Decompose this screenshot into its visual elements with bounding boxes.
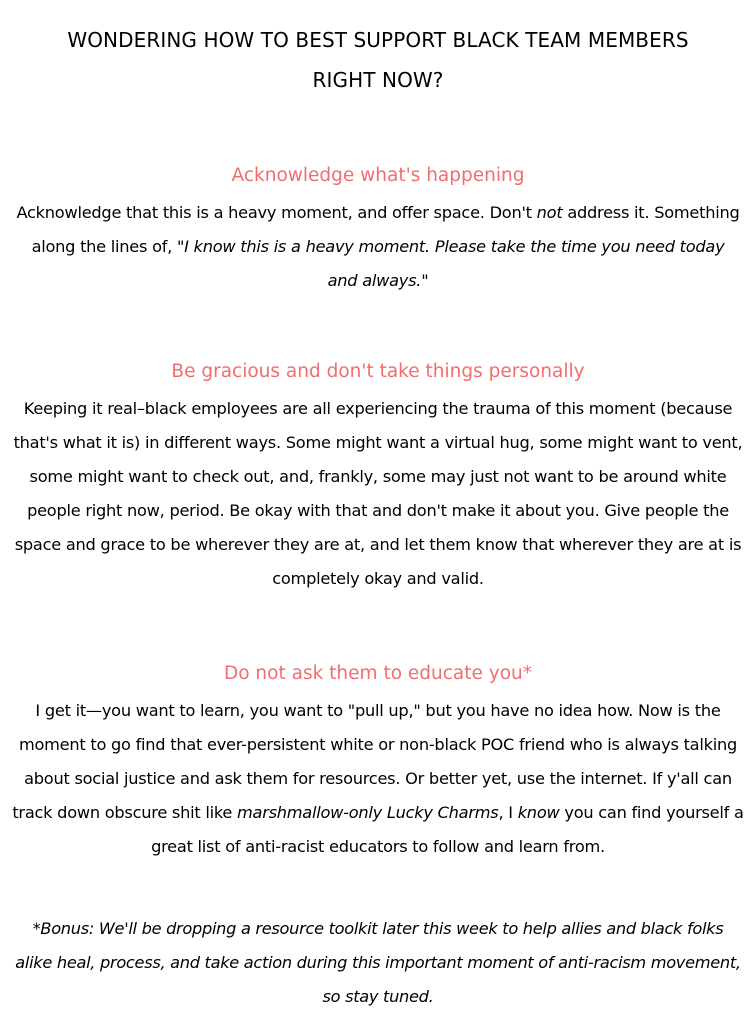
educate-emphasis-know: know	[517, 803, 560, 822]
educate-text-a: I get it—you want to learn, you want to "pull up," but you have no idea how. Now is the moment to go find that ever-persistent white or non-black POC friend who is always talking about social justice and ask them for resources. Or better yet, use the internet. If y'all can track down obscure shit like	[12, 701, 738, 822]
page-title-line-2: RIGHT NOW?	[312, 68, 444, 92]
page-title-line-1: WONDERING HOW TO BEST SUPPORT BLACK TEAM MEMBERS	[67, 28, 689, 52]
section-heading-gracious: Be gracious and don't take things personally	[171, 361, 585, 382]
acknowledge-text-b: address it. Something along the lines of,	[31, 203, 740, 256]
page-title	[10, 20, 746, 100]
acknowledge-emphasis-not: not	[536, 203, 563, 222]
educate-text-c: you can find yourself a great list of anti-racist educators to follow and learn from.	[151, 803, 744, 856]
section-body-gracious: Keeping it real–black employees are all experiencing the trauma of this moment (because that's what it is) in different ways. Some might want a virtual hug, some might want to vent, some might want to check out, and, frankly, some may just not want to be around white people right now, period. Be okay with that and don't make it about you. Give people the space and grace to be wherever they are at, and let them know that wherever they are at is completely okay and valid.	[13, 399, 743, 588]
educate-text-b: , I	[498, 803, 518, 822]
section-body-acknowledge	[16, 196, 740, 298]
bonus-note: *Bonus: We'll be dropping a resource toolkit later this week to help allies and black folks alike heal, process, and take action during this important moment of anti-racism movement, so stay tuned.	[15, 919, 741, 1006]
section-heading-acknowledge: Acknowledge what's happening	[231, 165, 525, 186]
educate-emphasis-lucky-charms: marshmallow-only Lucky Charms	[237, 803, 499, 822]
acknowledge-text-a: Acknowledge that this is a heavy moment, and offer space. Don't	[16, 203, 537, 222]
acknowledge-quote: "I know this is a heavy moment. Please take the time you need today and always."	[176, 237, 725, 290]
section-heading-educate: Do not ask them to educate you*	[223, 663, 533, 684]
section-body-educate	[8, 694, 748, 864]
